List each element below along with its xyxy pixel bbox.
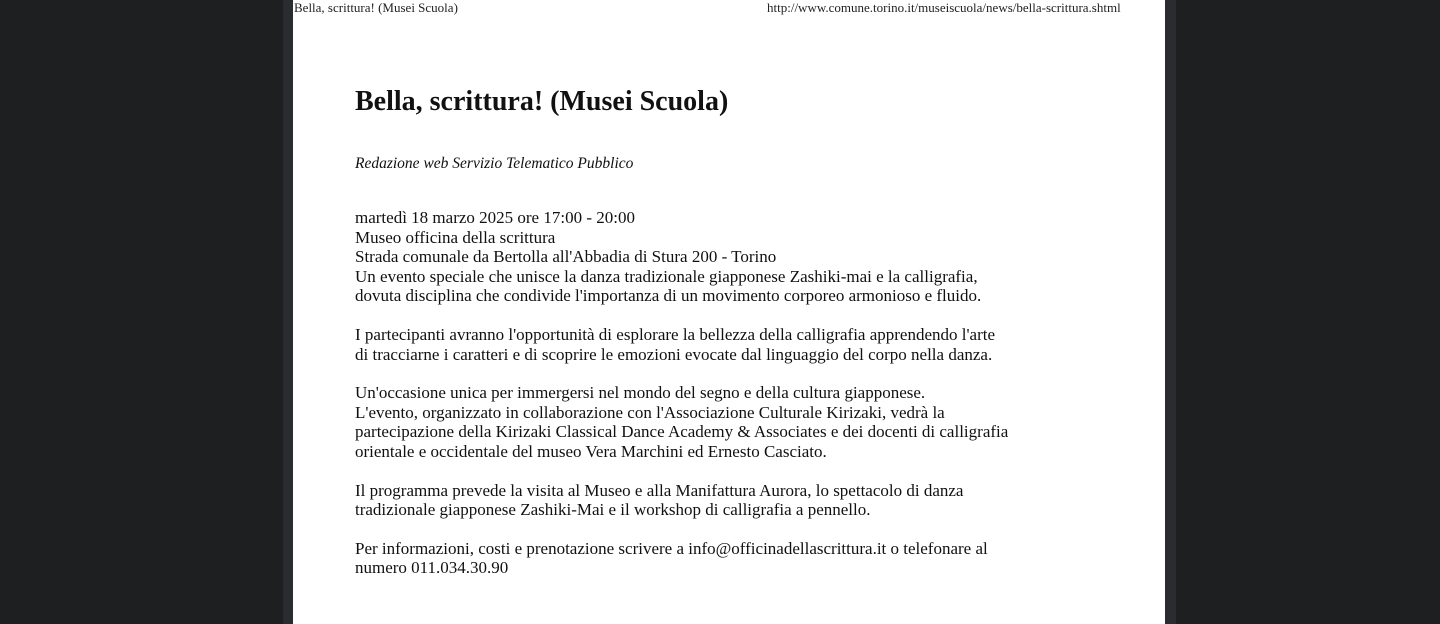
- participants-paragraph: [355, 325, 1135, 364]
- occasion-paragraph: [355, 383, 1135, 461]
- event-address: Strada comunale da Bertolla all'Abbadia di Stura 200 - Torino: [355, 247, 777, 267]
- paragraph-line: tradizionale giapponese Zashiki-Mai e il workshop di calligrafia a pennello.: [355, 500, 871, 520]
- event-venue: Museo officina della scrittura: [355, 227, 556, 247]
- page-title: Bella, scrittura! (Musei Scuola): [355, 86, 729, 117]
- article-body: [355, 208, 1135, 597]
- intro-line: Un evento speciale che unisce la danza tradizionale giapponese Zashiki-mai e la calligrafia,: [355, 266, 978, 286]
- paragraph-line: I partecipanti avranno l'opportunità di esplorare la bellezza della calligrafia apprendendo l'arte: [355, 324, 996, 344]
- contact-paragraph: [355, 539, 1135, 578]
- program-paragraph: [355, 481, 1135, 520]
- viewer-background-left: [0, 0, 283, 624]
- page-gutter-right: [1165, 0, 1176, 624]
- page-gutter-left: [283, 0, 293, 624]
- print-header-title: Bella, scrittura! (Musei Scuola): [294, 0, 458, 15]
- paragraph-line: di tracciarne i caratteri e di scoprire le emozioni evocate dal linguaggio del corpo nella danza.: [355, 344, 993, 364]
- paragraph-line: partecipazione della Kirizaki Classical Dance Academy & Associates e dei docenti di calligrafia: [355, 422, 1009, 442]
- event-date-time: martedì 18 marzo 2025 ore 17:00 - 20:00: [355, 208, 635, 227]
- event-details-paragraph: [355, 208, 1135, 306]
- paragraph-line: Per informazioni, costi e prenotazione scrivere a info@officinadellascrittura.it o telefonare al: [355, 538, 988, 558]
- paragraph-line: L'evento, organizzato in collaborazione con l'Associazione Culturale Kirizaki, vedrà la: [355, 402, 945, 422]
- article-author: Redazione web Servizio Telematico Pubblico: [355, 155, 634, 172]
- paragraph-line: numero 011.034.30.90: [355, 558, 509, 578]
- paragraph-line: Un'occasione unica per immergersi nel mondo del segno e della cultura giapponese.: [355, 383, 926, 403]
- print-header-url[interactable]: http://www.comune.torino.it/museiscuola/news/bella-scrittura.shtml: [767, 0, 1121, 15]
- document-page[interactable]: [293, 0, 1165, 624]
- viewer-background-right: [1176, 0, 1440, 624]
- paragraph-line: orientale e occidentale del museo Vera Marchini ed Ernesto Casciato.: [355, 441, 827, 461]
- intro-line: dovuta disciplina che condivide l'importanza di un movimento corporeo armonioso e fluido.: [355, 286, 982, 306]
- paragraph-line: Il programma prevede la visita al Museo e alla Manifattura Aurora, lo spettacolo di danza: [355, 480, 964, 500]
